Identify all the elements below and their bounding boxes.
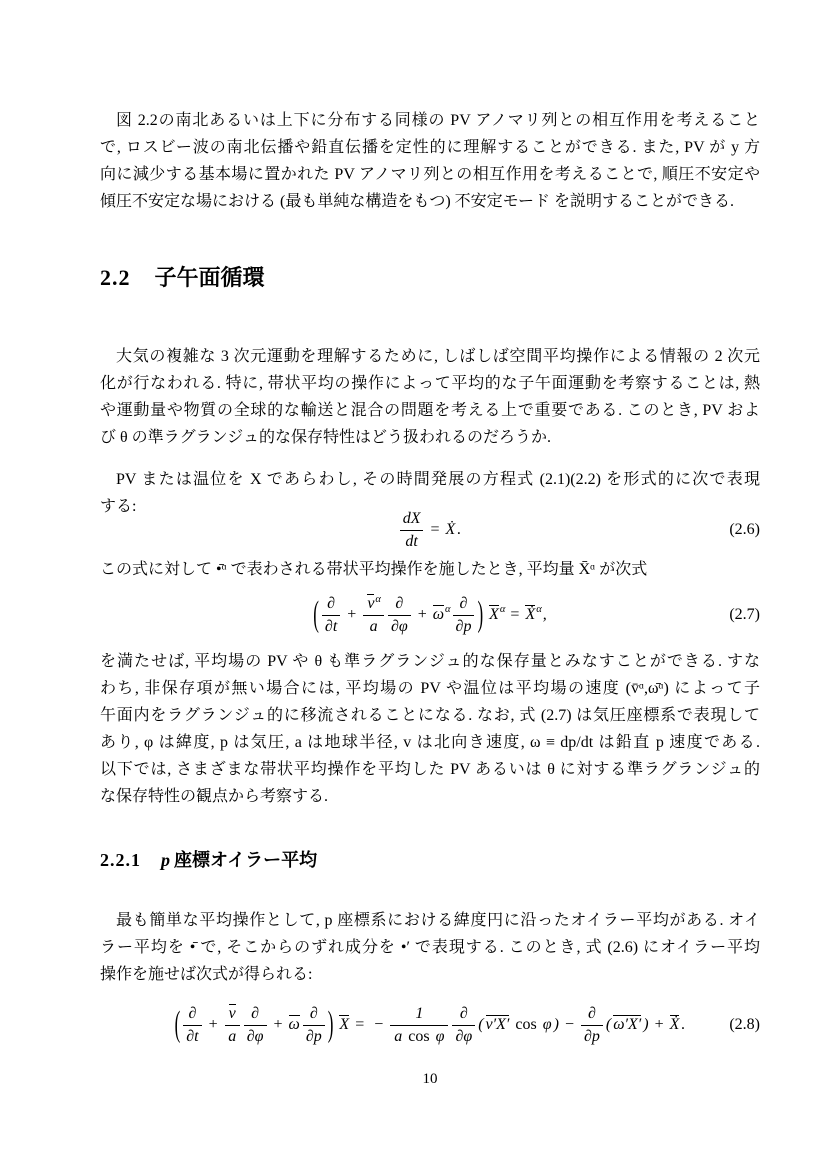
math-t: φ [542,1015,552,1033]
math-token: ( [605,1015,612,1033]
page-number: 10 [422,1071,438,1087]
math-token: − [564,1015,574,1033]
math-token: + [208,1015,218,1033]
fraction-denominator: ∂p [303,1025,325,1046]
math-frac [400,510,424,550]
fraction-numerator: ∂ [395,594,404,612]
math-frac [390,1005,448,1045]
equation-body [312,594,548,636]
equation-number: (2.8) [729,1016,760,1033]
fraction-denominator: ∂t [322,615,340,636]
math-ovl: X [339,1015,350,1033]
math-token: = [355,1015,365,1033]
section-title: 子午面循環 [154,265,265,290]
text-line: PV または温位を X であらわし, その時間発展の方程式 (2.1)(2.2) を形式的に次で表現 [116,471,760,488]
math-token: = [430,520,440,538]
math-token: + [654,1015,664,1033]
text-line: ラー平均を •̄ で, そこからのずれ成分を •′ で表現する. このとき, 式 (2.6) にオイラー平均 [100,939,760,956]
math-ovl: v [367,595,375,613]
math-t: a [394,1027,403,1045]
fraction-denominator: a [225,1025,240,1046]
fraction-denominator: dt [400,530,424,551]
equation-2-7 [100,586,760,644]
math-rm: cos [515,1015,537,1033]
math-ovl: ω′X′ [613,1015,642,1033]
math-frac [225,1004,240,1045]
fraction-denominator [390,1025,448,1046]
equation-number: (2.7) [729,606,760,623]
math-token: + [417,605,427,623]
paragraph [100,907,760,988]
math-token: ) [553,1015,559,1033]
fraction-numerator: ∂ [188,1004,197,1022]
text-line: 傾圧不安定な場における (最も単純な構造をもつ) 不安定モード を説明することができる. [100,193,735,210]
fraction-denominator: ∂p [581,1025,603,1046]
math-token: − [374,1015,384,1033]
paragraph [100,343,760,451]
text-line: を満たせば, 平均場の PV や θ も準ラグランジュ的な保存量とみなすことができる. すな [100,653,760,670]
math-token: + [273,1015,283,1033]
text-line: び θ の準ラグランジュ的な保存特性はどう扱われるのだろうか. [100,429,551,446]
text-line: 図 2.2の南北あるいは上下に分布する同様の PV アノマリ列との相互作用を考えること [116,112,760,129]
math-big: ) [327,1004,334,1044]
subsection-number: 2.2.1 [100,850,141,870]
fraction-denominator: ∂t [183,1025,201,1046]
math-token: ) [643,1015,649,1033]
math-ovl: v′X′ [485,1015,510,1033]
math-frac [453,595,475,635]
math-token: . [457,520,462,538]
equation-2-6 [100,504,760,556]
fraction-numerator: ∂ [309,1004,318,1022]
text-line: な保存特性の観点から考察する. [100,788,329,805]
text-line: 大気の複雑な 3 次元運動を理解するために, しばしば空間平均操作による情報の 2 次元 [116,348,760,365]
math-frac [388,595,411,635]
math-ovl: v [228,1005,236,1023]
text-line: 化が行なわれる. 特に, 帯状平均の操作によって平均的な子午面運動を考察することは, 熱 [100,375,760,392]
text-line: 午面内をラグランジュ的に移流されることになる. なお, 式 (2.7) は気圧座標系で表現して [100,707,760,724]
math-ovl: X [489,605,499,623]
subsection-title: 座標オイラー平均 [174,850,318,870]
math-token: Ẋ [445,520,456,538]
paragraph [100,648,760,810]
text-line: 以下では, さまざまな帯状平均操作を平均した PV あるいは θ に対する準ラグランジュ的 [100,761,760,778]
subsection-heading [100,846,760,874]
fraction-numerator: ∂ [459,594,468,612]
math-sup: α [375,594,381,606]
text-line: 操作を施せば次式が得られる: [100,966,313,983]
math-frac [363,594,384,636]
fraction-numerator [363,594,384,615]
math-frac [581,1005,603,1045]
text-line: で, ロスビー波の南北伝播や鉛直伝播を定性的に理解することができる. また, PV が y 方 [100,139,760,156]
fraction-numerator: ∂ [587,1004,596,1022]
text-line: 最も簡単な平均操作として, p 座標系における緯度円に沿ったオイラー平均がある. オイ [116,912,760,929]
math-t: φ [435,1027,445,1045]
math-rm: cos [408,1027,430,1045]
paragraph [100,107,760,215]
math-token: , [542,605,547,623]
fraction-denominator: a [363,615,384,636]
section-number: 2.2 [100,265,131,290]
fraction-numerator [225,1004,240,1025]
fraction-denominator: ∂p [453,615,475,636]
fraction-numerator: 1 [415,1004,424,1022]
text-line: あり, φ は緯度, p は気圧, a は地球半径, v は北向き速度, ω ≡ dp/dt は鉛直 p 速度である. [100,734,760,751]
page-content [100,0,760,1089]
math-frac [183,1005,201,1045]
math-ovl: ω [288,1015,300,1033]
math-sup: α [445,604,451,616]
text-line: わち, 非保存項が無い場合には, 平均場の PV や温位は平均場の速度 (v̄ᵅ,ω̄ᵅ) によって子 [100,680,760,697]
paragraph [100,556,760,583]
math-frac [303,1005,325,1045]
equation-2-8 [100,999,760,1051]
fraction-numerator: dX [402,509,421,527]
math-ovl: ω [432,605,445,623]
math-token: ( [478,1015,484,1033]
math-frac [244,1005,267,1045]
math-big: ( [313,594,319,634]
text-line: する: [100,498,137,515]
math-token: . [681,1015,686,1033]
math-sup: α [536,604,542,616]
text-line: や運動量や物質の全球的な輸送と混合の問題を考える上で重要である. このとき, PV およ [100,402,760,419]
math-frac [322,595,340,635]
math-ovl: Ẋ [525,605,536,623]
fraction-denominator: ∂φ [388,615,411,636]
math-token: = [510,605,520,623]
fraction-numerator: ∂ [327,594,336,612]
fraction-numerator: ∂ [459,1004,468,1022]
math-ovl: Ẋ [669,1015,680,1033]
subsection-math-variable: p [161,850,170,870]
fraction-numerator: ∂ [251,1004,260,1022]
math-big: ( [174,1004,181,1044]
math-frac [452,1005,475,1045]
equation-number: (2.6) [729,521,760,538]
math-big: ) [477,594,484,634]
equation-body [174,1004,687,1045]
text-line: この式に対して •̄ᵅ で表わされる帯状平均操作を施したとき, 平均量 X̄ᵅ が次式 [100,561,648,578]
text-line: 向に減少する基本場に置かれた PV アノマリ列との相互作用を考えることで, 順圧不安定や [100,166,760,183]
fraction-denominator: ∂φ [244,1025,267,1046]
math-token: + [347,605,357,623]
equation-body [398,510,463,550]
section-heading [100,262,760,294]
math-sup: α [499,604,506,616]
fraction-denominator: ∂φ [452,1025,475,1046]
